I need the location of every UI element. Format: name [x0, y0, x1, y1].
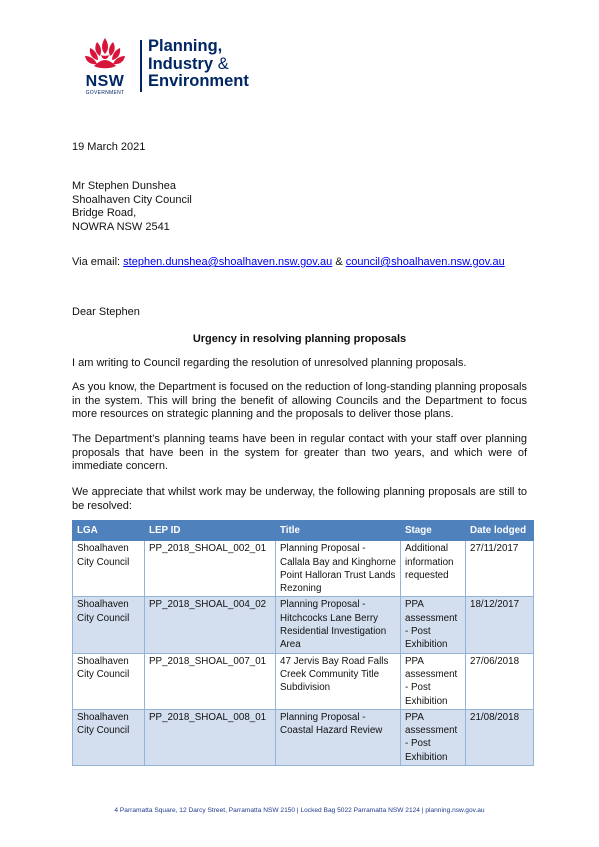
cell-lga: Shoalhaven City Council	[73, 653, 145, 709]
address-line: Bridge Road,	[72, 207, 137, 219]
cell-date-lodged: 27/06/2018	[466, 653, 534, 709]
department-name	[148, 38, 249, 91]
cell-lep-id: PP_2018_SHOAL_007_01	[145, 653, 276, 709]
cell-title: Planning Proposal - Callala Bay and Kinghorne Point Halloran Trust Lands Rezoning	[276, 541, 401, 597]
header-stage: Stage	[401, 521, 466, 541]
cell-title: 47 Jervis Bay Road Falls Creek Community Title Subdivision	[276, 653, 401, 709]
cell-date-lodged: 18/12/2017	[466, 597, 534, 653]
address-line: Shoalhaven City Council	[72, 193, 192, 206]
cell-title: Planning Proposal - Coastal Hazard Review	[276, 709, 401, 765]
cell-stage: PPA assessment - Post Exhibition	[401, 653, 466, 709]
cell-lga: Shoalhaven City Council	[73, 597, 145, 653]
cell-stage: Additional information requested	[401, 541, 466, 597]
letter-subject: Urgency in resolving planning proposals	[192, 333, 407, 345]
cell-lga: Shoalhaven City Council	[73, 541, 145, 597]
header-date-lodged: Date lodged	[466, 521, 534, 541]
cell-lep-id: PP_2018_SHOAL_002_01	[145, 541, 276, 597]
table-row	[73, 709, 534, 765]
header-lga: LGA	[73, 521, 145, 541]
email-link-stephen[interactable]: stephen.dunshea@shoalhaven.nsw.gov.au	[123, 256, 333, 268]
table-row	[73, 597, 534, 653]
logo-divider	[140, 40, 142, 92]
cell-lga: Shoalhaven City Council	[73, 709, 145, 765]
via-email-line	[72, 256, 505, 270]
brand-line-2	[148, 56, 249, 74]
table-header-row	[73, 521, 534, 541]
brand-line-3: Environment	[148, 72, 249, 90]
paragraph-planning-teams: The Department’s planning teams have been in regular contact with your staff over planning proposals that have been in the system for greater than two years, and which were of immediate concern.	[72, 433, 527, 472]
nsw-dpie-logo	[80, 36, 280, 96]
paragraph-department-focus: As you know, the Department is focused on the reduction of long-standing planning proposals in the system. This will bring the benefit of allowing Councils and the Department to focus more resources on strategic planning and the proposals to deliver those plans.	[72, 381, 527, 420]
brand-industry: Industry	[148, 54, 214, 73]
email-separator: &	[332, 256, 346, 268]
address-line: NOWRA NSW 2541	[72, 220, 170, 233]
header-title: Title	[276, 521, 401, 541]
nsw-wordmark: NSW	[85, 73, 125, 90]
paragraph-outstanding: We appreciate that whilst work may be underway, the following planning proposals are still to be resolved:	[72, 486, 527, 512]
email-link-council[interactable]: council@shoalhaven.nsw.gov.au	[345, 256, 505, 268]
planning-proposals-table	[72, 520, 534, 766]
paragraph-intro: I am writing to Council regarding the resolution of unresolved planning proposals.	[72, 357, 467, 369]
salutation: Dear Stephen	[72, 306, 140, 318]
recipient-address	[72, 180, 192, 234]
cell-title: Planning Proposal - Hitchcocks Lane Berry Residential Investigation Area	[276, 597, 401, 653]
brand-line-1: Planning,	[148, 37, 223, 55]
cell-lep-id: PP_2018_SHOAL_004_02	[145, 597, 276, 653]
cell-stage: PPA assessment - Post Exhibition	[401, 597, 466, 653]
letter-date: 19 March 2021	[72, 141, 146, 153]
table-row	[73, 541, 534, 597]
header-lep-id: LEP ID	[145, 521, 276, 541]
brand-ampersand: &	[217, 54, 229, 73]
address-line: Mr Stephen Dunshea	[72, 180, 176, 192]
cell-lep-id: PP_2018_SHOAL_008_01	[145, 709, 276, 765]
table-row	[73, 653, 534, 709]
cell-stage: PPA assessment - Post Exhibition	[401, 709, 466, 765]
page-footer-address: 4 Parramatta Square, 12 Darcy Street, Parramatta NSW 2150 | Locked Bag 5022 Parramatta NSW 2124 | planning.nsw.gov.au	[114, 807, 485, 814]
cell-date-lodged: 27/11/2017	[466, 541, 534, 597]
via-email-label: Via email:	[72, 256, 124, 268]
cell-date-lodged: 21/08/2018	[466, 709, 534, 765]
government-wordmark: GOVERNMENT	[85, 90, 125, 96]
